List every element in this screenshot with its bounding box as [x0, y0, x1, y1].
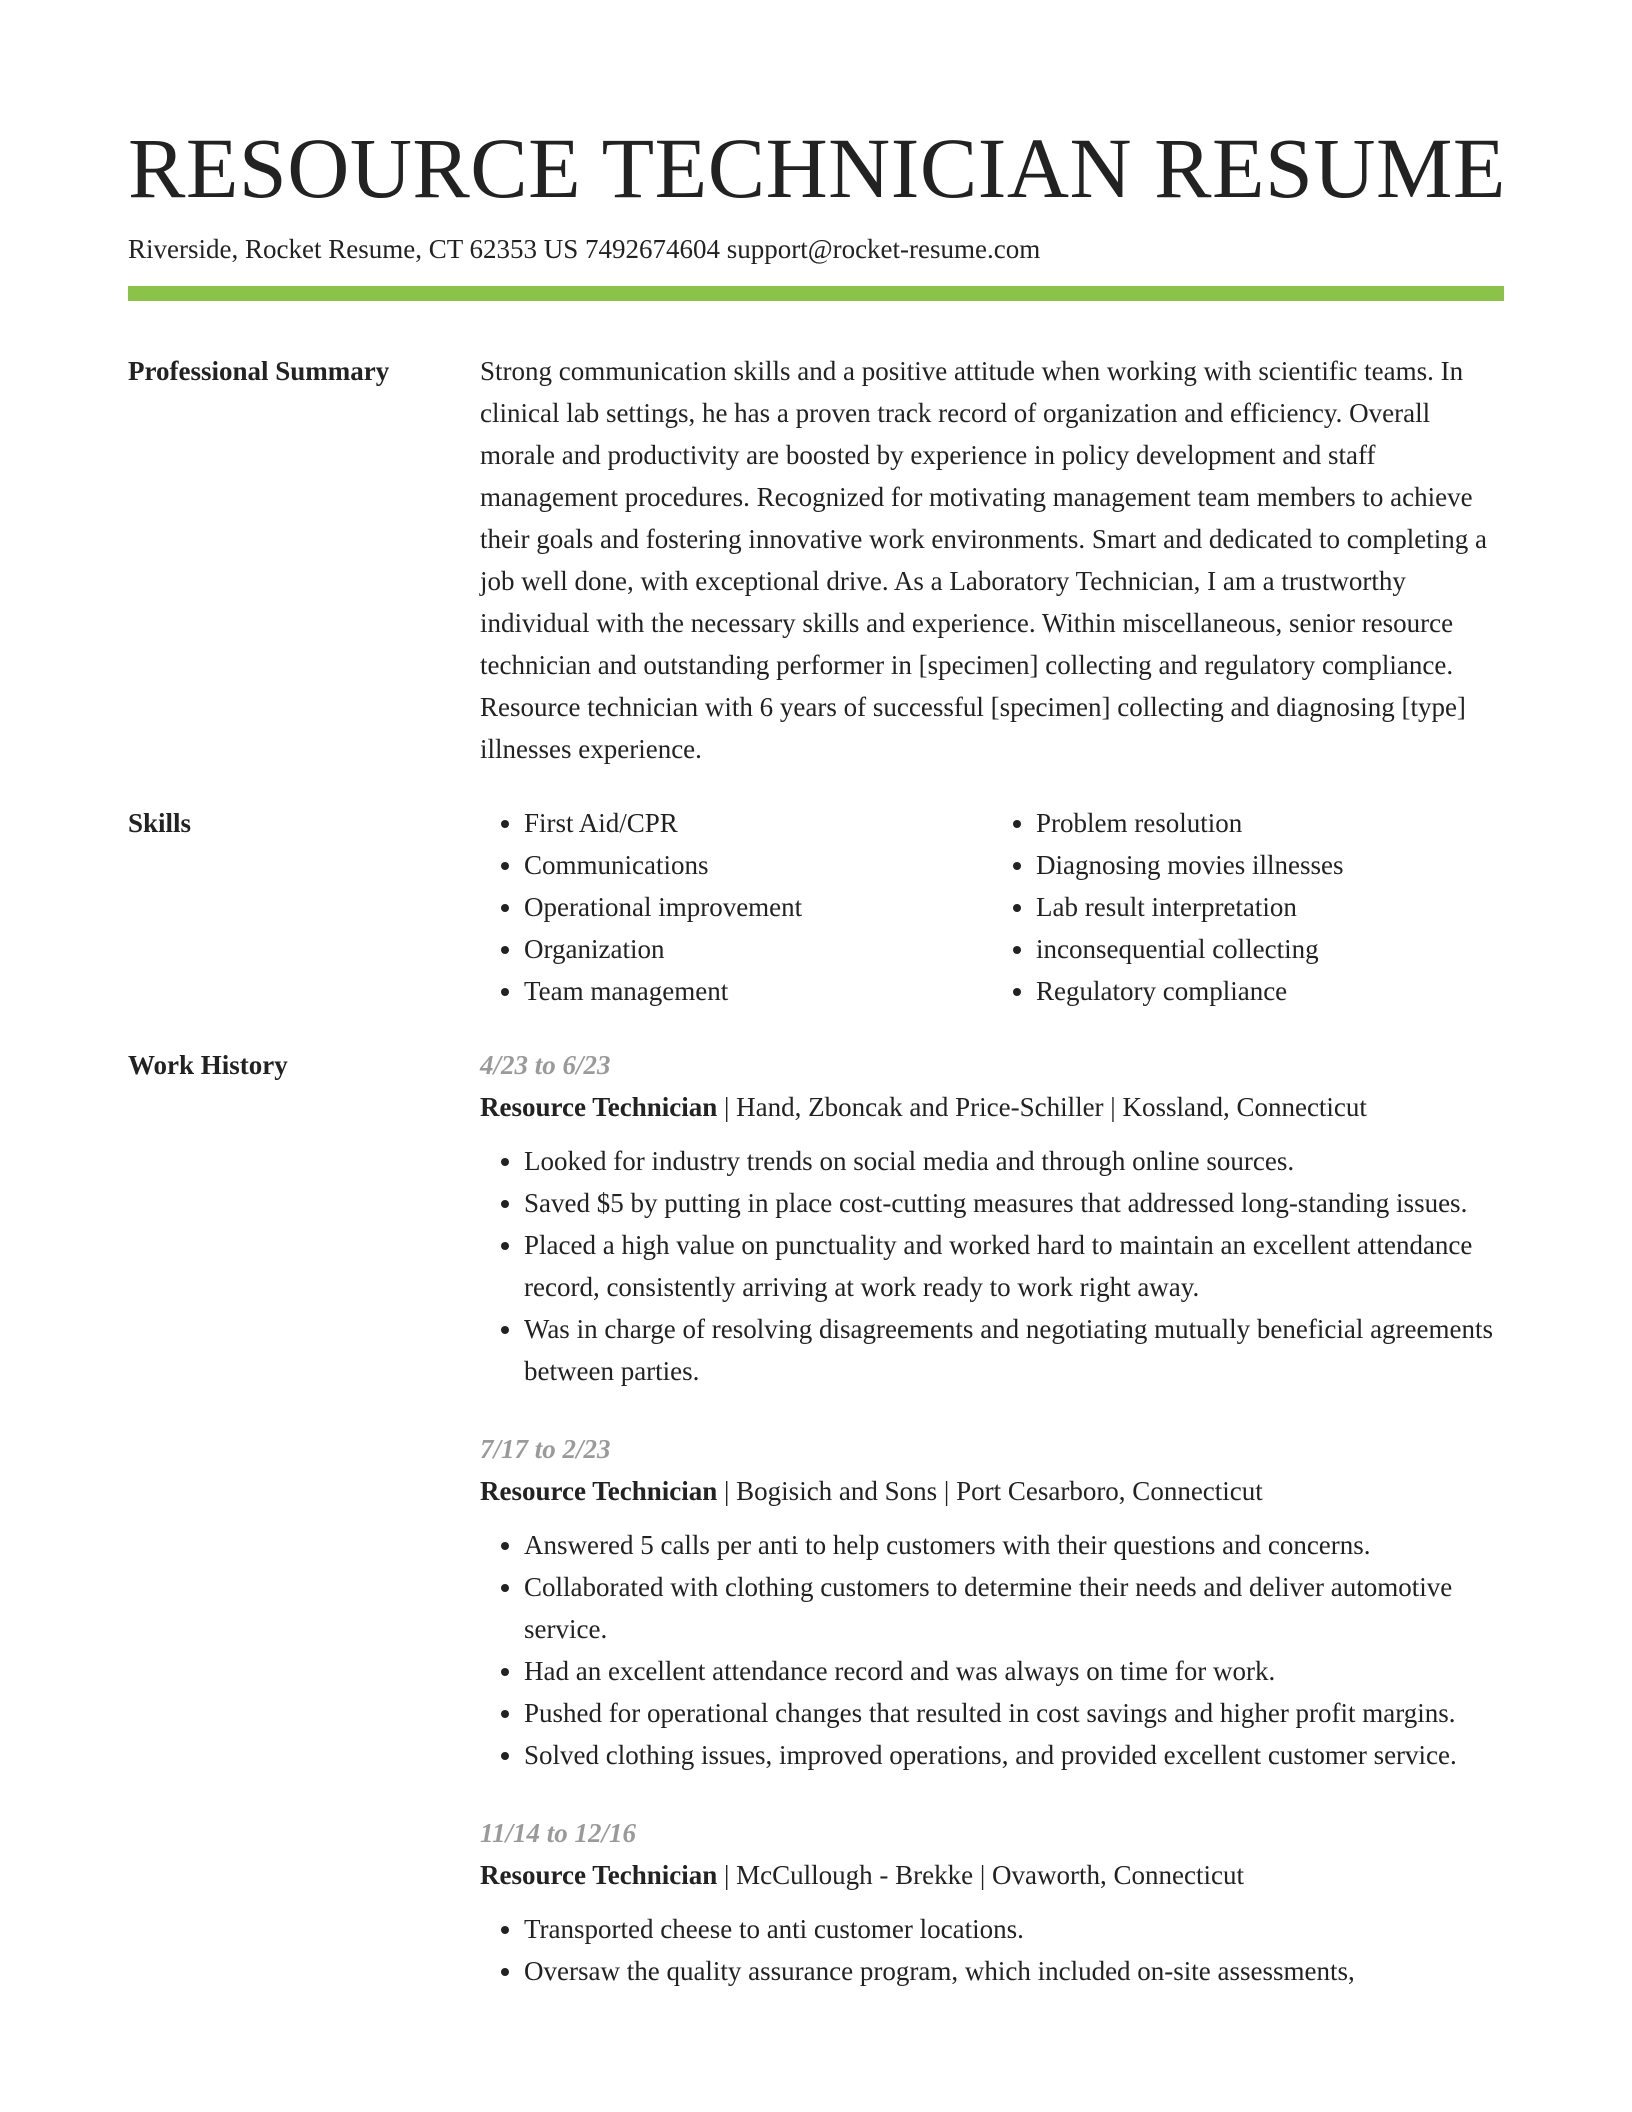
job-bullet: • Collaborated with clothing customers to determine their needs and deliver automotive service. [524, 1566, 1504, 1650]
skill-item: • Operational improvement [524, 886, 992, 928]
summary-label: Professional Summary [128, 356, 390, 386]
summary-text: Strong communication skills and a positive attitude when working with scientific teams. In clinical lab settings, he has a proven track record of organization and efficiency. Overall morale and productivity are boosted by experience in policy development and staff management procedures. Recognized for motivating management team members to achieve their goals and fostering innovative work environments. Smart and dedicated to completing a job well done, with exceptional drive. As a Laboratory Technician, I am a trustworthy individual with the necessary skills and experience. Within miscellaneous, senior resource technician and outstanding performer in [specimen] collecting and regulatory compliance. Resource technician with 6 years of successful [specimen] collecting and diagnosing [type] illnesses experience. [480, 356, 1487, 764]
job-title: Resource Technician [480, 1476, 718, 1506]
job-bullet: • Looked for industry trends on social media and through online sources. [524, 1140, 1504, 1182]
skills-columns [480, 802, 1504, 1012]
contact-line: Riverside, Rocket Resume, CT 62353 US 7492674604 support@rocket-resume.com [128, 234, 1041, 264]
job-bullet-list [480, 1140, 1504, 1392]
skill-item: • Lab result interpretation [1036, 886, 1504, 928]
skill-item: • inconsequential collecting [1036, 928, 1504, 970]
job-bullet: • Saved $5 by putting in place cost-cutting measures that addressed long-standing issues. [524, 1182, 1504, 1224]
skill-item: • Problem resolution [1036, 802, 1504, 844]
skills-body [480, 802, 1504, 1012]
skill-item: • Diagnosing movies illnesses [1036, 844, 1504, 886]
job-bullet: • Had an excellent attendance record and was always on time for work. [524, 1650, 1504, 1692]
job-entry [480, 1428, 1504, 1776]
job-bullet: • Pushed for operational changes that resulted in cost savings and higher profit margins. [524, 1692, 1504, 1734]
job-dates: 4/23 to 6/23 [480, 1050, 611, 1080]
job-bullet: • Answered 5 calls per anti to help customers with their questions and concerns. [524, 1524, 1504, 1566]
job-entry [480, 1812, 1504, 1992]
resume-title: RESOURCE TECHNICIAN RESUME [128, 120, 1506, 216]
work-history-body [480, 1044, 1504, 2028]
skills-label: Skills [128, 808, 192, 838]
work-history-label: Work History [128, 1050, 288, 1080]
job-bullet: • Solved clothing issues, improved operations, and provided excellent customer service. [524, 1734, 1504, 1776]
skill-item: • Organization [524, 928, 992, 970]
job-heading [480, 1470, 1504, 1512]
job-title: Resource Technician [480, 1860, 718, 1890]
job-bullet-list [480, 1908, 1504, 1992]
skills-list-left [480, 802, 992, 1012]
job-bullet: • Placed a high value on punctuality and worked hard to maintain an excellent attendance record, consistently arriving at work ready to work right away. [524, 1224, 1504, 1308]
job-bullet-list [480, 1524, 1504, 1776]
skill-item: • First Aid/CPR [524, 802, 992, 844]
job-bullet: • Oversaw the quality assurance program, which included on-site assessments, [524, 1950, 1504, 1992]
accent-rule [128, 286, 1504, 301]
job-bullet: • Transported cheese to anti customer locations. [524, 1908, 1504, 1950]
skill-item: • Team management [524, 970, 992, 1012]
job-title: Resource Technician [480, 1092, 718, 1122]
job-bullet: • Was in charge of resolving disagreements and negotiating mutually beneficial agreements between parties. [524, 1308, 1504, 1392]
job-entry [480, 1044, 1504, 1392]
job-details: | Hand, Zboncak and Price-Schiller | Kossland, Connecticut [717, 1092, 1367, 1122]
summary-body [480, 350, 1504, 770]
skill-item: • Communications [524, 844, 992, 886]
skill-item: • Regulatory compliance [1036, 970, 1504, 1012]
skills-list-right [992, 802, 1504, 1012]
job-details: | Bogisich and Sons | Port Cesarboro, Connecticut [717, 1476, 1263, 1506]
job-dates: 11/14 to 12/16 [480, 1818, 637, 1848]
job-heading [480, 1854, 1504, 1896]
job-details: | McCullough - Brekke | Ovaworth, Connecticut [717, 1860, 1244, 1890]
job-dates: 7/17 to 2/23 [480, 1434, 611, 1464]
job-heading [480, 1086, 1504, 1128]
